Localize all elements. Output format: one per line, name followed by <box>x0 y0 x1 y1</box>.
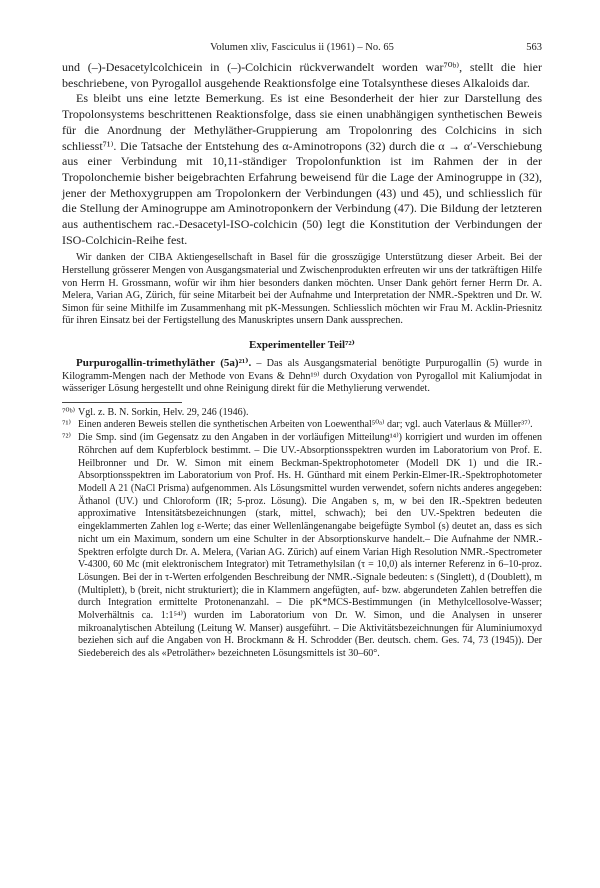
compound-heading: Purpurogallin-trimethyläther (5a)²¹⁾. <box>76 357 252 369</box>
running-header <box>62 42 542 60</box>
acknowledgement-text: Wir danken der CIBA Aktiengesellschaft in Basel für die grosszügige Unterstützung dieser Arbeit. Bei der Herstellung grösserer Mengen von Ausgangsmaterial und Zwischenprodukten erfreuten wir uns der tatkräftigen Hilfe von Herrn H. Grossmann, wofür wir ihm hier besonders danken möchten. Unser Dank gehört ferner Herrn Dr. A. Melera, Varian AG, Zürich, für seine Mitarbeit bei der Aufnahme und Interpretation der NMR.-Spektren und Dr. W. Simon für seine Mithilfe im Zusammenhang mit pK-Messungen. Schliesslich möchten wir Frau M. Acklin-Priesnitz für ihren Einsatz bei der Fertigstellung des Manuskriptes unsern Dank aussprechen. <box>62 252 542 327</box>
footnotes <box>62 407 542 661</box>
footnote-text: Die Smp. sind (im Gegensatz zu den Angaben in der vorläufigen Mitteilung¹⁴⁾) korrigiert und wurden im offenen Röhrchen auf dem Kupferblock bestimmt. – Die UV.-Absorptionsspektren wurden im Laboratorium von Prof. E. Heilbronner und Dr. W. Simon mit einem Beckman-Spektrophotometer (Modell DK 1) und die IR.-Absorptionsspektren im Laboratorium von Prof. Hs. H. Günthard mit einem Perkin-Elmer-IR.-Spektrophotometer Modell A 21 (NaCl Prisma) aufgenommen. Als Lösungsmittel wurden verwendet, sofern nichts anderes angegeben: Äthanol (UV.) und Chloroform (IR; 5-proz. Lösung). Die Angaben s, m, w bei den IR.-Spektren bedeuten approximative Intensitätsbezeichnungen (stark, mittel, schwach); bei den UV.-Spektren bedeuten die eingeklammerten Zahlen log ε-Werte; das einer Wellenlängenangabe beigefügte Symbol (s) deutet an, dass es sich nicht um ein Maximum, sondern um eine Schulter in der Absorptionskurve handelt.– Die Aufnahme der NMR.-Spektren erfolgte durch Dr. A. Melera, (Varian AG. Zürich) auf einem Varian High Resolution NMR.-Spectrometer V-4300, 60 Mc (mit elektronischem Integrator) mit Tetramethylsilan (τ = 10,0) als interner Referenz in 6–10-proz. Lösungen. Bei der in τ-Werten erfolgenden Beschreibung der NMR.-Signale bedeuten: s (Singlett), d (Doublett), m (Multiplett), b (breit, nicht strukturiert); die in Klammern angefügten, auf- bzw. abgerundeten Zahlen betreffen die durch Integration ermittelte Protonenanzahl. – Die pK*MCS-Bestimmungen (in Methylcellosolve-Wasser; Molverhältnis ca. 1:1⁵⁴⁾) wurden im Laboratorium von Dr. W. Simon, und die Analysen in unserer mikroanalytischen Abteilung (Leitung W. Manser) ausgeführt. – Die Aktivitätsbezeichnungen für Aluminiumoxyd beziehen sich auf die Angaben von H. Brockmann & H. Schrodder (Ber. deutsch. chem. Ges. 74, 73 (1945)). Der Siedebereich des als «Petroläther» bezeichneten Lösungsmittels ist 30–60°. <box>78 432 542 660</box>
experimental-text: – Das als Ausgangsmaterial benötigte Purpurogallin (5) wurde in Kilogramm-Mengen nach der Methode von Evans & Dehn¹⁹⁾ durch Oxydation von Pyrogallol mit Kaliumjodat in wässeriger Lösung hergestellt und ohne Reinigung direkt für die Methylierung verwendet. <box>62 358 542 395</box>
page <box>62 42 542 661</box>
footnote-text: Einen anderen Beweis stellen die synthetischen Arbeiten von Loewenthal⁵⁰ᵃ⁾ dar; vgl. auch Vaterlaus & Müller³⁷⁾. <box>78 419 533 431</box>
acknowledgements <box>62 252 542 328</box>
footnote-divider <box>62 402 182 403</box>
footnote <box>62 432 542 661</box>
experimental-paragraph <box>62 357 542 396</box>
footnote-text: Vgl. z. B. N. Sorkin, Helv. 29, 246 (1946). <box>78 406 249 418</box>
footnote-number: ⁷⁰ᵇ⁾ <box>62 406 76 418</box>
footnote <box>62 407 542 420</box>
footnote-number: ⁷¹⁾ <box>62 419 71 431</box>
paragraph-continuation: und (–)-Desacetylcolchicein in (–)-Colchicin rückverwandelt worden war⁷⁰ᵇ⁾, stellt die hier beschriebene, von Pyrogallol ausgehende Reaktionsfolge eine Totalsynthese dieses Alkaloids dar. <box>62 60 542 90</box>
paragraph-final-remark: Es bleibt uns eine letzte Bemerkung. Es ist eine Besonderheit der hier zur Darstellung des Tropolonsystems beschrittenen Reaktionsfolge, dass sie einen unabhängigen synthetischen Beweis für die Anordnung der Methyläther-Gruppierung am Tropolonring des Colchicins in sich schliesst⁷¹⁾. Die Tatsache der Entstehung des α-Aminotropons (32) durch die α → α′-Verschiebung aus einer Verbindung mit 10,11-ständiger Tropolonfunktion ist im Rahmen der in der Tropolonchemie bisher beigebrachten Erfahrung beweisend für die Lage der Aminogruppe in (32), jener der Methoxygruppen am Tropolonkern der Verbindungen (43) und 45), und schliesslich für die Stellung der Aminogruppe am Aminotroponkern der Verbindung (47). Die Bildung der letzteren aus authentischem rac.-Desacetyl-ISO-colchicin (50) legt die Konstitution der Verbindungen der ISO-Colchicin-Reihe fest. <box>62 91 542 247</box>
main-text <box>62 60 542 248</box>
section-heading: Experimenteller Teil⁷²⁾ <box>249 339 355 351</box>
footnote-number: ⁷²⁾ <box>62 432 71 444</box>
footnote <box>62 419 542 432</box>
page-number: 563 <box>526 42 542 53</box>
running-title: Volumen xliv, Fasciculus ii (1961) – No. 65 <box>210 42 394 53</box>
